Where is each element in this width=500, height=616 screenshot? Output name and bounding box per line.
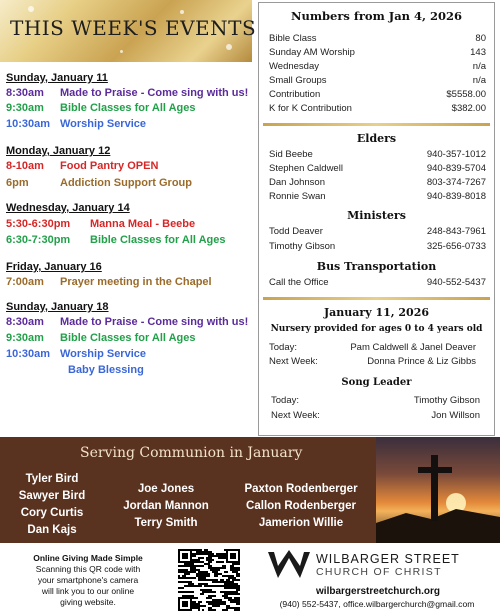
communion-server-name: Callon Rodenberger [246,500,356,512]
online-giving-text: giving website. [60,597,116,607]
event-item [6,234,226,246]
info-card [258,2,495,436]
event-item [6,160,158,172]
event-item [6,102,196,114]
online-giving-text: Scanning this QR code with [35,564,141,574]
communion-names-col3 [228,481,374,532]
event-item [6,276,212,288]
event-label: Prayer meeting in the Chapel [60,276,212,288]
communion-band [0,437,500,543]
event-label: Worship Service [60,348,146,360]
online-giving-text: your smartphone's camera [37,575,139,585]
church-contact[interactable]: (940) 552-5437, office.wilbargerchurch@gmail.com [279,599,475,609]
elders-row-label: Sid Beebe [269,149,313,160]
numbers-row-label: Wednesday [269,61,319,72]
event-item [6,118,146,130]
event-item [6,364,144,376]
communion-names-col1 [0,471,104,539]
numbers-row-label: Contribution [269,89,321,100]
numbers-row-value: n/a [472,75,486,86]
communion-server-name: Joe Jones [137,483,195,495]
event-label: Worship Service [60,118,146,130]
event-item [6,218,195,230]
cross-icon [376,437,500,543]
communion-server-name: Sawyer Bird [18,490,86,502]
page-title: THIS WEEK'S EVENTS [10,16,257,40]
event-time: 8-10am [6,160,44,172]
song-leader-title: Song Leader [341,377,412,388]
event-label: Bible Classes for All Ages [60,332,196,344]
elders-row-value: 803-374-7267 [426,177,486,188]
bus-title: Bus Transportation [316,260,437,273]
event-time: 9:30am [6,102,44,114]
event-time: 10:30am [6,118,51,130]
numbers-row-value: 80 [475,33,486,44]
event-label: Bible Classes for All Ages [60,102,196,114]
communion-server-name: Tyler Bird [25,473,79,485]
song-leader-row-label: Next Week: [271,410,320,421]
event-time: 8:30am [6,316,44,328]
event-label: Manna Meal - Beebe [90,218,196,230]
ministers-title: Ministers [347,209,406,222]
event-day-heading: Friday, January 16 [6,261,102,273]
event-time: 10:30am [6,348,51,360]
numbers-row-label: Sunday AM Worship [269,47,355,58]
communion-server-name: Cory Curtis [20,507,84,519]
header-banner [0,0,257,62]
online-giving [6,553,170,608]
event-day-heading: Sunday, January 11 [6,72,108,84]
communion-server-name: Dan Kajs [27,524,77,536]
qr-code-icon [178,549,240,611]
bus-row-value: 940-552-5437 [426,277,486,288]
numbers-row-label: Small Groups [269,75,327,86]
numbers-row-value: 143 [470,47,486,58]
event-label: Baby Blessing [68,364,144,376]
giving-qr-code[interactable] [178,549,240,611]
communion-title: Serving Communion in January [80,445,303,461]
ministers-row-label: Timothy Gibson [269,241,336,252]
nursery-row-value: Pam Caldwell & Janel Deaver [350,342,476,353]
event-day-heading: Wednesday, January 14 [6,202,130,214]
ministers-row-value: 248-843-7961 [426,226,486,237]
numbers-row-value: $382.00 [451,103,486,114]
ministers-row-label: Todd Deaver [269,226,323,237]
nursery-date: January 11, 2026 [323,306,430,319]
elders-row-label: Dan Johnson [269,177,325,188]
event-item [6,87,248,99]
elders-title: Elders [356,132,397,145]
event-time: 9:30am [6,332,44,344]
communion-server-name: Paxton Rodenberger [244,483,358,495]
numbers-row-label: Bible Class [269,33,317,44]
event-time: 6pm [6,177,29,189]
elders-row-value: 940-839-8018 [426,191,486,202]
ministers-row-value: 325-656-0733 [426,241,486,252]
song-leader-row-label: Today: [271,395,299,406]
event-label: Bible Classes for All Ages [90,234,226,246]
nursery-row-value: Donna Prince & Liz Gibbs [367,356,476,367]
nursery-row-label: Next Week: [269,356,318,367]
event-label: Addiction Support Group [60,177,192,189]
elders-row-value: 940-357-1012 [426,149,486,160]
event-day-heading: Sunday, January 18 [6,301,109,313]
divider [263,123,490,126]
church-website-link[interactable]: wilbargerstreetchurch.org [316,586,440,597]
event-time: 8:30am [6,87,44,99]
online-giving-title: Online Giving Made Simple [33,553,143,563]
bus-row-label: Call the Office [269,277,329,288]
song-leader-row-value: Jon Willson [431,410,480,421]
church-name-line1: WILBARGER STREET [316,552,460,566]
numbers-row-value: n/a [472,61,486,72]
communion-server-name: Jamerion Willie [258,517,344,529]
event-item [6,316,248,328]
numbers-title: Numbers from Jan 4, 2026 [290,9,463,23]
song-leader-row-value: Timothy Gibson [413,395,480,406]
w-logo-icon [268,550,310,580]
event-label: Made to Praise - Come sing with us! [60,316,249,328]
elders-row-value: 940-839-5704 [426,163,486,174]
nursery-subtitle: Nursery provided for ages 0 to 4 years old [270,324,483,334]
event-time: 5:30-6:30pm [6,218,71,230]
cross-sunset-image [376,437,500,543]
communion-server-name: Jordan Mannon [123,500,209,512]
elders-row-label: Ronnie Swan [269,191,326,202]
event-item [6,177,192,189]
event-day-heading: Monday, January 12 [6,145,111,157]
elders-row-label: Stephen Caldwell [269,163,343,174]
online-giving-text: will link you to our online [41,586,135,596]
event-item [6,348,146,360]
event-time: 7:00am [6,276,44,288]
nursery-row-label: Today: [269,342,297,353]
event-label: Made to Praise - Come sing with us! [60,87,249,99]
numbers-row-value: $5558.00 [446,89,486,100]
event-time: 6:30-7:30pm [6,234,71,246]
communion-server-name: Terry Smith [134,517,198,529]
divider [263,297,490,300]
numbers-row-label: K for K Contribution [269,103,352,114]
communion-names-col2 [108,481,224,532]
church-name-line2: CHURCH OF CHRIST [316,566,442,578]
event-item [6,332,196,344]
event-label: Food Pantry OPEN [60,160,159,172]
